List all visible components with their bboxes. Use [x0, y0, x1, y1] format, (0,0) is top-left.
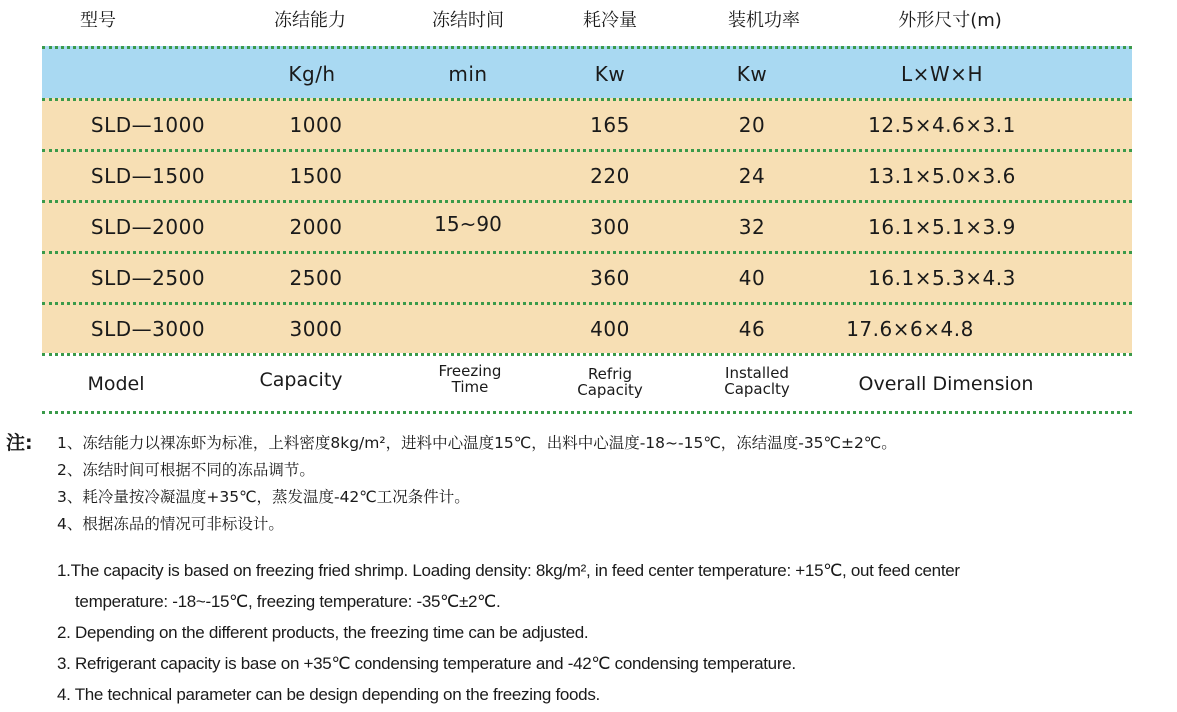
refrig-cell: 400: [590, 317, 630, 341]
table-row: [42, 251, 1132, 302]
en-installed-line2: Capaclty: [724, 380, 790, 399]
power-cell: 46: [738, 317, 766, 341]
power-cell: 32: [738, 215, 766, 239]
refrig-cell: 360: [590, 266, 630, 290]
capacity-cell: 2000: [289, 215, 343, 239]
unit-dimension: L×W×H: [901, 61, 983, 86]
cn-note-2: 2、冻结时间可根据不同的冻品调节。: [57, 461, 315, 479]
model-cell: SLD—1000: [90, 113, 206, 137]
header-capacity: 冻结能力: [274, 10, 346, 31]
en-refrig-capacity: [577, 366, 643, 398]
en-note-4: 4. The technical parameter can be design depending on the freezing foods.: [57, 685, 600, 704]
unit-power: Kw: [736, 61, 768, 86]
chinese-header-row: [42, 0, 1132, 46]
model-cell: SLD—1500: [90, 164, 206, 188]
capacity-cell: 1500: [289, 164, 343, 188]
units-row: [42, 46, 1132, 98]
capacity-cell: 3000: [289, 317, 343, 341]
refrig-cell: 165: [590, 113, 630, 137]
model-cell: SLD—2500: [90, 266, 206, 290]
header-refrig: 耗冷量: [583, 10, 637, 31]
en-refrig-line1: Refrig: [587, 365, 633, 384]
refrig-cell: 300: [590, 215, 630, 239]
en-dimension: Overall Dimension: [858, 372, 1034, 395]
cn-note-3: 3、耗冷量按冷凝温度+35℃，蒸发温度-42℃工况条件计。: [57, 488, 470, 506]
en-installed-capacity: [724, 365, 790, 397]
power-cell: 24: [738, 164, 766, 188]
cn-note-1: 1、冻结能力以裸冻虾为标准，上料密度8kg/m²，进料中心温度15℃，出料中心温度-18~-15℃，冻结温度-35℃±2℃。: [57, 434, 897, 452]
capacity-cell: 1000: [289, 113, 343, 137]
dimension-cell: 13.1×5.0×3.6: [868, 164, 1016, 188]
header-freezing-time: 冻结时间: [432, 10, 504, 31]
model-cell: SLD—2000: [90, 215, 206, 239]
unit-refrig: Kw: [594, 61, 626, 86]
header-dimension: 外形尺寸(m): [898, 10, 1002, 31]
table-row: [42, 98, 1132, 149]
en-freezing-line2: Time: [451, 378, 489, 397]
english-notes: [57, 555, 1157, 710]
en-note-1a: 1.The capacity is based on freezing fried shrimp. Loading density: 8kg/m², in feed center temperature: +15℃, out feed center: [57, 561, 960, 580]
table-row: [42, 149, 1132, 200]
en-refrig-line2: Capacity: [577, 381, 643, 400]
unit-time: min: [448, 61, 488, 86]
header-model: 型号: [80, 10, 116, 31]
freezing-time-value: 15~90: [434, 212, 502, 236]
en-freezing-line1: Freezing: [438, 362, 502, 381]
dimension-cell: 16.1×5.3×4.3: [868, 266, 1016, 290]
cn-note-4: 4、根据冻品的情况可非标设计。: [57, 515, 284, 533]
model-cell: SLD—3000: [90, 317, 206, 341]
en-freezing-time: [439, 363, 502, 395]
power-cell: 40: [738, 266, 766, 290]
chinese-notes: [57, 430, 897, 538]
table-row: [42, 302, 1132, 353]
en-note-1b: temperature: -18~-15℃, freezing temperature: -35℃±2℃.: [75, 592, 501, 611]
table-row: [42, 200, 1132, 251]
refrig-cell: 220: [590, 164, 630, 188]
notes-mark: 注:: [6, 432, 33, 454]
header-power: 装机功率: [728, 10, 800, 31]
en-note-2: 2. Depending on the different products, the freezing time can be adjusted.: [57, 623, 589, 642]
dimension-cell: 17.6×6×4.8: [846, 317, 974, 341]
power-cell: 20: [738, 113, 766, 137]
spec-table: [42, 46, 1132, 414]
en-note-3: 3. Refrigerant capacity is base on +35℃ condensing temperature and -42℃ condensing temperature.: [57, 654, 796, 673]
table-bottom-border: [42, 411, 1132, 414]
dimension-cell: 16.1×5.1×3.9: [868, 215, 1016, 239]
en-installed-line1: Installed: [725, 364, 789, 383]
en-capacity: Capacity: [259, 369, 343, 392]
unit-capacity: Kg/h: [288, 61, 336, 86]
capacity-cell: 2500: [289, 266, 343, 290]
dimension-cell: 12.5×4.6×3.1: [868, 113, 1016, 137]
english-header-row: [42, 353, 1132, 411]
en-model: Model: [87, 372, 145, 395]
